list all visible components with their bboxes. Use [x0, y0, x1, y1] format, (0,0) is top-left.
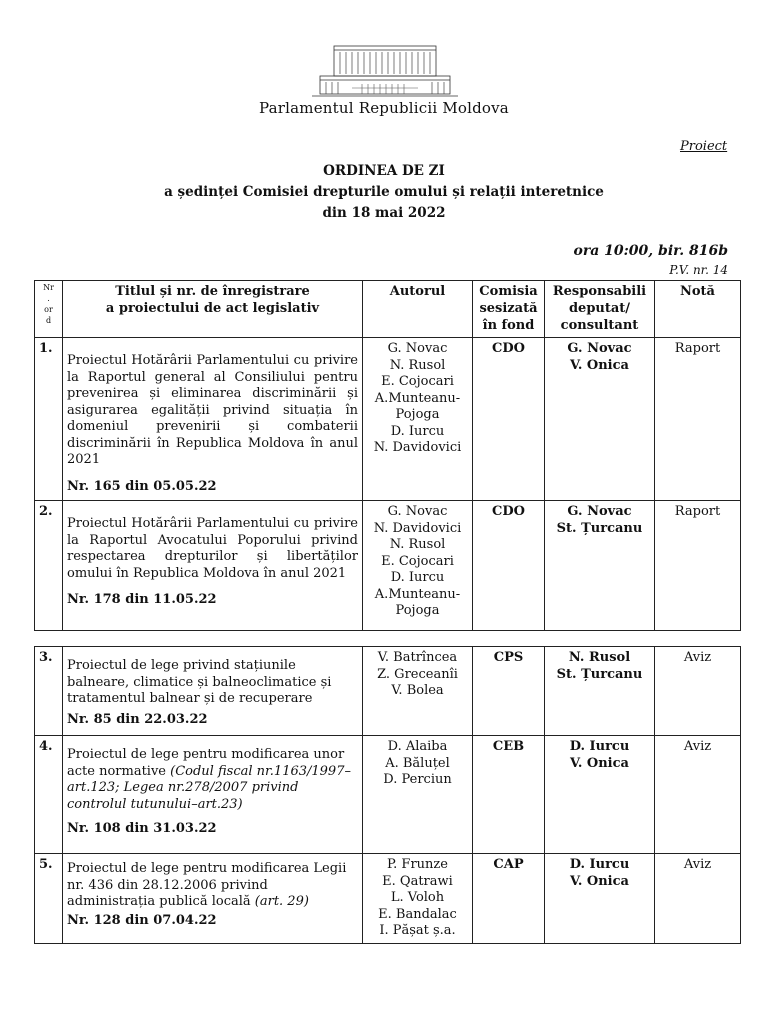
- draft-label: Proiect: [680, 139, 728, 154]
- responsible-persons: N. Rusol St. Țurcanu: [545, 647, 655, 736]
- responsible-persons: D. Iurcu V. Onica: [545, 736, 655, 854]
- table-row: [35, 854, 741, 944]
- item-number: 3.: [35, 647, 63, 736]
- committee-code: CEB: [473, 736, 545, 854]
- note-value: Aviz: [655, 647, 741, 736]
- committee-code: CDO: [473, 501, 545, 631]
- table-header-row: [35, 281, 741, 338]
- registration-number: Nr. 85 din 22.03.22: [67, 711, 208, 727]
- col-header-note: Notă: [655, 281, 741, 338]
- project-title-detail: (Codul fiscal nr.1163/1997–art.123; Legea nr.278/2007 privind controlul tutunului–art.23): [67, 763, 351, 812]
- agenda-table-part-1: [34, 280, 741, 631]
- project-cell: [63, 338, 363, 501]
- table-row: [35, 338, 741, 501]
- minutes-number: P.V. nr. 14: [669, 263, 728, 277]
- responsible-persons: G. Novac V. Onica: [545, 338, 655, 501]
- meeting-time-room: ora 10:00, bir. 816b: [573, 243, 728, 259]
- col-header-responsible: Responsabili deputat/ consultant: [545, 281, 655, 338]
- project-title: Proiectul de lege privind stațiunile balneare, climatice și balneoclimatice și tratamentul balnear și de recuperare: [67, 658, 332, 706]
- note-value: Aviz: [655, 854, 741, 944]
- parliament-building-logo: [312, 40, 458, 100]
- project-title-detail: (art. 29): [254, 894, 309, 909]
- note-value: Aviz: [655, 736, 741, 854]
- col-header-nr: Nr . or d: [35, 281, 63, 338]
- note-value: Raport: [655, 501, 741, 631]
- institution-name: Parlamentul Republicii Moldova: [259, 99, 509, 117]
- committee-code: CDO: [473, 338, 545, 501]
- project-title: Proiectul de lege pentru modificarea unor acte normative (Codul fiscal nr.1163/1997–art.123; Legea nr.278/2007 privind controlul tutunului–art.23): [67, 747, 351, 812]
- authors-list: D. Alaiba A. Băluțel D. Perciun: [363, 736, 473, 854]
- document-subtitle: a ședinței Comisiei drepturile omului și relații interetnice: [164, 184, 604, 200]
- authors-list: G. Novac N. Davidovici N. Rusol E. Cojocari D. Iurcu A.Munteanu- Pojoga: [363, 501, 473, 631]
- registration-number: Nr. 165 din 05.05.22: [67, 478, 217, 494]
- registration-number: Nr. 128 din 07.04.22: [67, 912, 217, 928]
- authors-list: P. Frunze E. Qatrawi L. Voloh E. Bandalac I. Pășat ș.a.: [363, 854, 473, 944]
- project-cell: [63, 854, 363, 944]
- table-row: [35, 647, 741, 736]
- item-number: 2.: [35, 501, 63, 631]
- project-cell: [63, 501, 363, 631]
- responsible-persons: G. Novac St. Țurcanu: [545, 501, 655, 631]
- item-number: 4.: [35, 736, 63, 854]
- col-header-committee: Comisia sesizată în fond: [473, 281, 545, 338]
- project-title: Proiectul Hotărârii Parlamentului cu privire la Raportul general al Consiliului pentru prevenirea și eliminarea discriminării și asigurarea egalității privind situația în domeniul prevenirii și combaterii discriminării în Republica Moldova în anul 2021: [67, 353, 358, 467]
- authors-list: V. Batrîncea Z. Greceanîi V. Bolea: [363, 647, 473, 736]
- item-number: 1.: [35, 338, 63, 501]
- agenda-table-part-2: [34, 646, 741, 944]
- committee-code: CAP: [473, 854, 545, 944]
- table-row: [35, 501, 741, 631]
- registration-number: Nr. 108 din 31.03.22: [67, 821, 217, 836]
- project-cell: [63, 736, 363, 854]
- note-value: Raport: [655, 338, 741, 501]
- col-header-title: Titlul și nr. de înregistrare a proiectului de act legislativ: [63, 281, 363, 338]
- project-title: Proiectul Hotărârii Parlamentului cu privire la Raportul Avocatului Poporului privind respectarea drepturilor și libertăților omului în Republica Moldova în anul 2021: [67, 516, 358, 581]
- project-title: Proiectul de lege pentru modificarea Legii nr. 436 din 28.12.2006 privind administrația publică locală (art. 29): [67, 861, 347, 909]
- document-title: ORDINEA DE ZI: [323, 163, 445, 179]
- authors-list: G. Novac N. Rusol E. Cojocari A.Munteanu- Pojoga D. Iurcu N. Davidovici: [363, 338, 473, 501]
- responsible-persons: D. Iurcu V. Onica: [545, 854, 655, 944]
- table-row: [35, 736, 741, 854]
- document-date: din 18 mai 2022: [322, 205, 446, 221]
- registration-number: Nr. 178 din 11.05.22: [67, 592, 217, 607]
- col-header-author: Autorul: [363, 281, 473, 338]
- item-number: 5.: [35, 854, 63, 944]
- project-cell: [63, 647, 363, 736]
- committee-code: CPS: [473, 647, 545, 736]
